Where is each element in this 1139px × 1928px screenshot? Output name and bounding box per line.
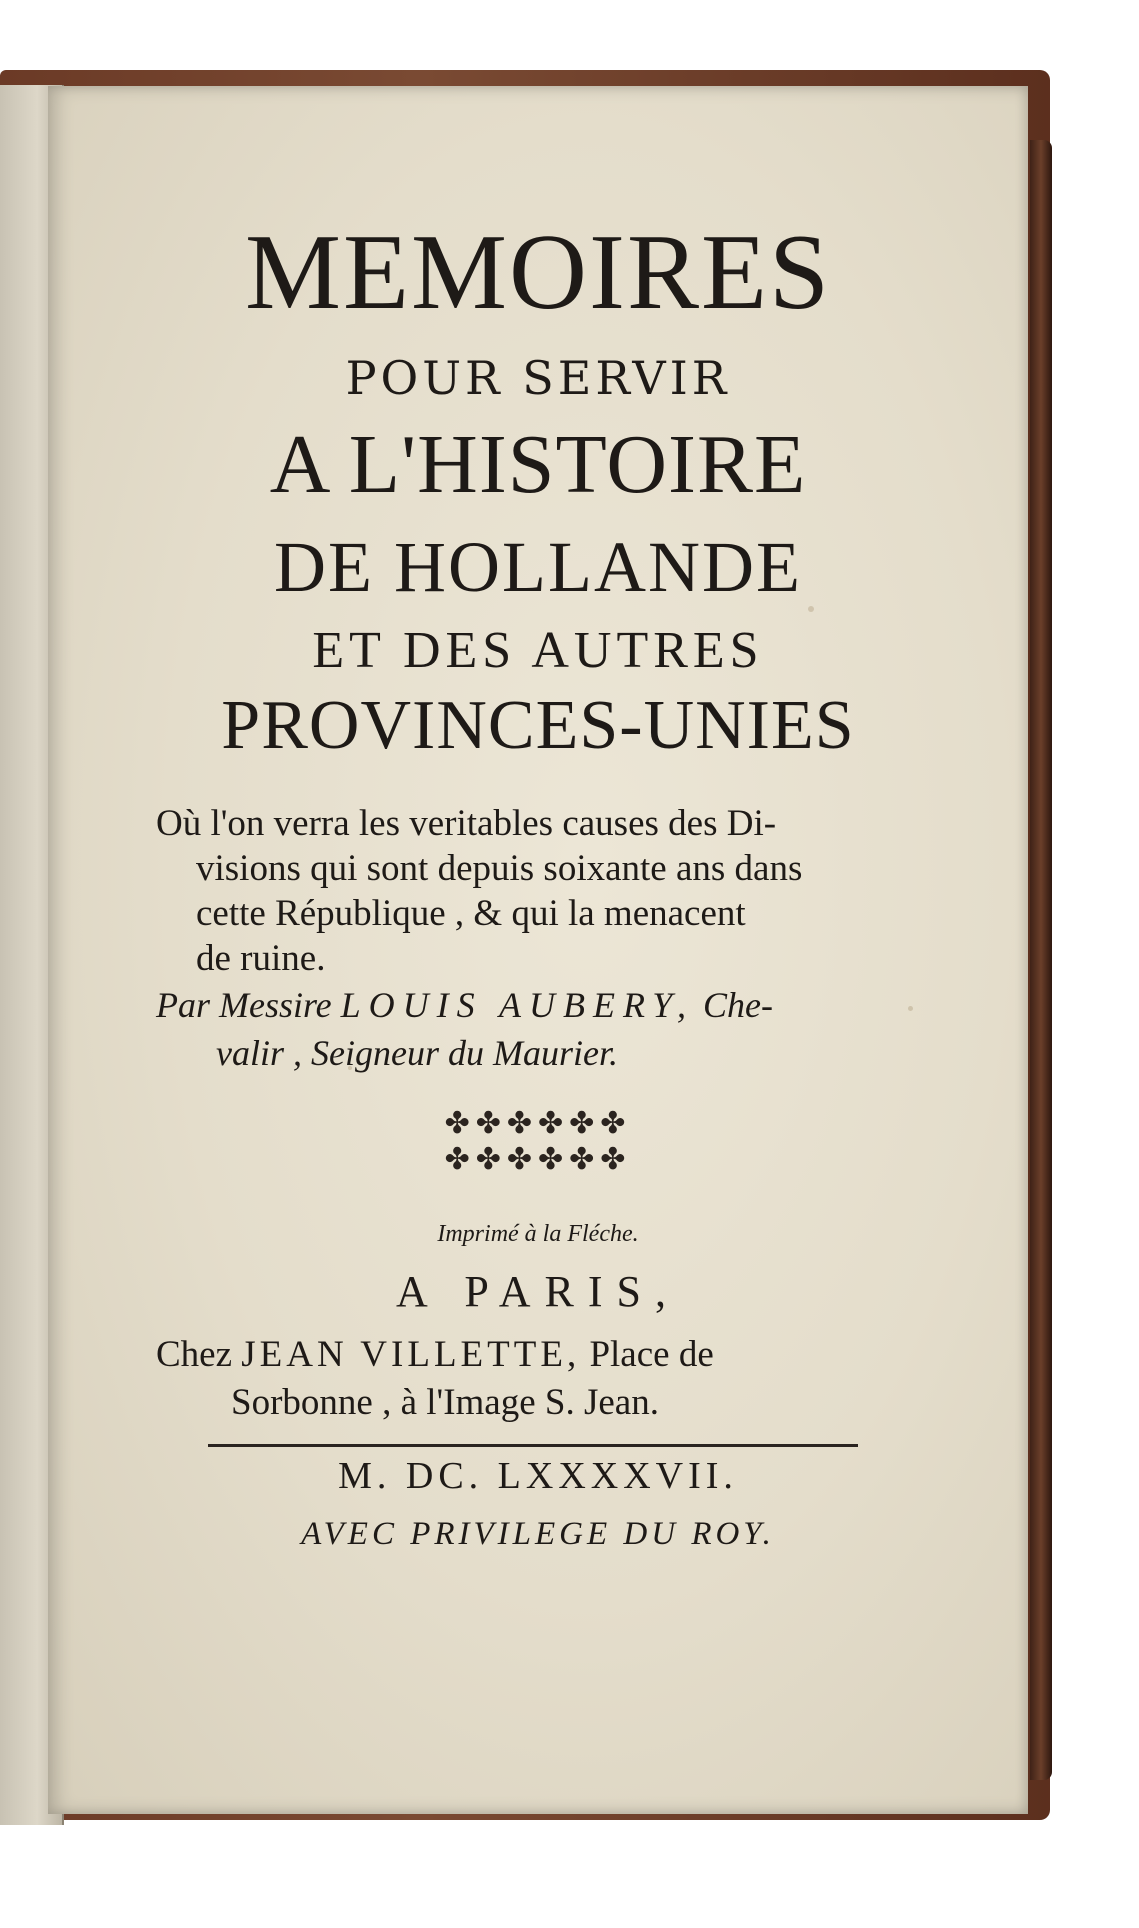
publisher-line-2: Sorbonne , à l'Image S. Jean.: [231, 1382, 659, 1423]
imprint-year: M. DC. LXXXXVII.: [338, 1455, 738, 1497]
ornament-row: ✤✤✤✤✤✤: [444, 1106, 632, 1141]
title-line-provinces: PROVINCES-UNIES: [221, 687, 855, 764]
publisher-line: [156, 1331, 946, 1379]
publisher-suffix: Place de: [589, 1334, 714, 1375]
author-block: [156, 981, 946, 1077]
book-edge: [1030, 140, 1052, 1780]
ornament-row: ✤✤✤✤✤✤: [444, 1142, 632, 1177]
author-suffix: Che-: [703, 985, 774, 1025]
title-page: [48, 86, 1028, 1814]
description-text: [156, 801, 936, 981]
author-line: [156, 981, 946, 1029]
imprint-note: Imprimé à la Fléche.: [437, 1221, 639, 1247]
description-line: de ruine.: [196, 938, 326, 979]
description-line: cette République , & qui la menacent: [196, 893, 746, 934]
publisher-name: JEAN VILLETTE,: [241, 1334, 581, 1375]
description-line: Où l'on verra les veritables causes des Di-: [156, 803, 777, 844]
title-line-hollande: DE HOLLANDE: [274, 527, 802, 607]
author-name: LOUIS AUBERY,: [340, 985, 695, 1025]
publisher-prefix: Chez: [156, 1334, 233, 1375]
printer-ornament: [48, 1106, 1028, 1178]
imprint-place: A PARIS,: [395, 1267, 681, 1316]
author-prefix: Par Messire: [156, 985, 332, 1025]
author-line-2: valir , Seigneur du Maurier.: [216, 1033, 618, 1073]
description-line: visions qui sont depuis soixante ans dans: [196, 848, 803, 889]
royal-privilege: AVEC PRIVILEGE DU ROY.: [301, 1516, 775, 1552]
title-main: MEMOIRES: [244, 213, 832, 332]
title-line-histoire: A L'HISTOIRE: [269, 418, 807, 511]
title-line-pour-servir: POUR SERVIR: [345, 351, 731, 405]
title-line-autres: ET DES AUTRES: [312, 622, 764, 679]
publisher-block: [156, 1331, 946, 1427]
horizontal-rule: [208, 1444, 858, 1447]
